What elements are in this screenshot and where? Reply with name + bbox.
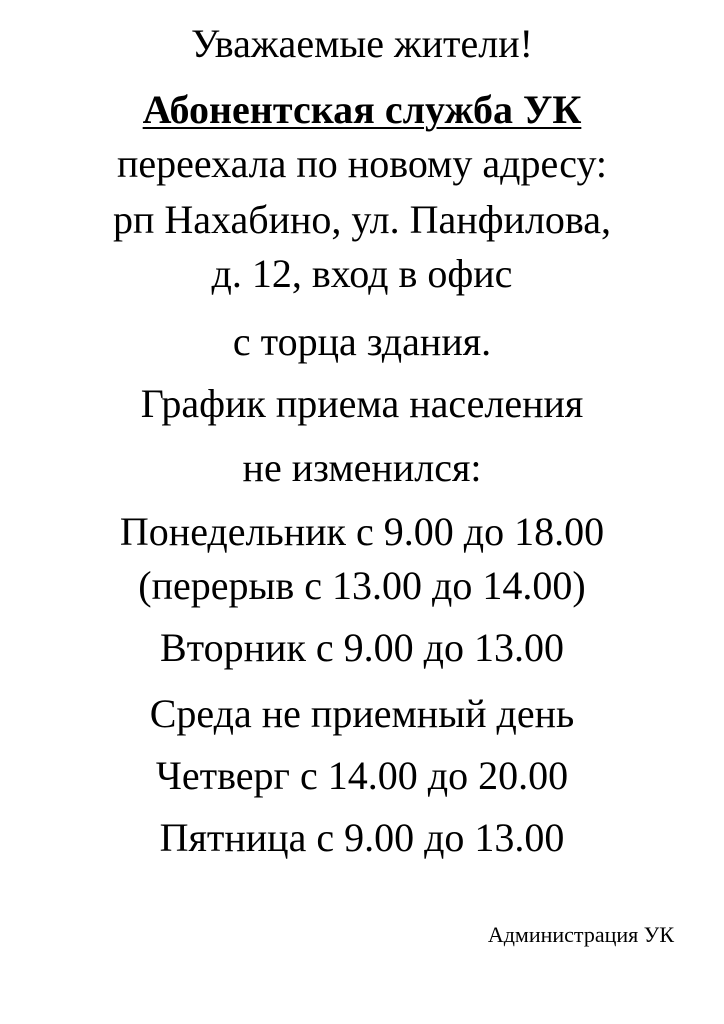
address-line-4: с торца здания.: [232, 319, 492, 364]
address-line-1: переехала по новому адресу:: [116, 141, 608, 186]
schedule-friday: Пятница с 9.00 до 13.00: [159, 815, 565, 860]
greeting: Уважаемые жители!: [191, 21, 533, 66]
schedule-intro-line-2: не изменился:: [242, 445, 482, 490]
schedule-tuesday: Вторник с 9.00 до 13.00: [160, 625, 564, 670]
notice-heading: Абонентская служба УК: [142, 87, 582, 132]
schedule-wednesday: Среда не приемный день: [149, 691, 575, 736]
schedule-monday: Понедельник с 9.00 до 18.00: [119, 509, 605, 554]
address-line-3: д. 12, вход в офис: [211, 251, 513, 296]
schedule-monday-break: (перерыв с 13.00 до 14.00): [138, 563, 586, 608]
address-line-2: рп Нахабино, ул. Панфилова,: [112, 197, 612, 242]
signature: Администрация УК: [487, 922, 674, 947]
schedule-thursday: Четверг с 14.00 до 20.00: [155, 753, 569, 798]
schedule-intro-line-1: График приема населения: [140, 381, 584, 426]
